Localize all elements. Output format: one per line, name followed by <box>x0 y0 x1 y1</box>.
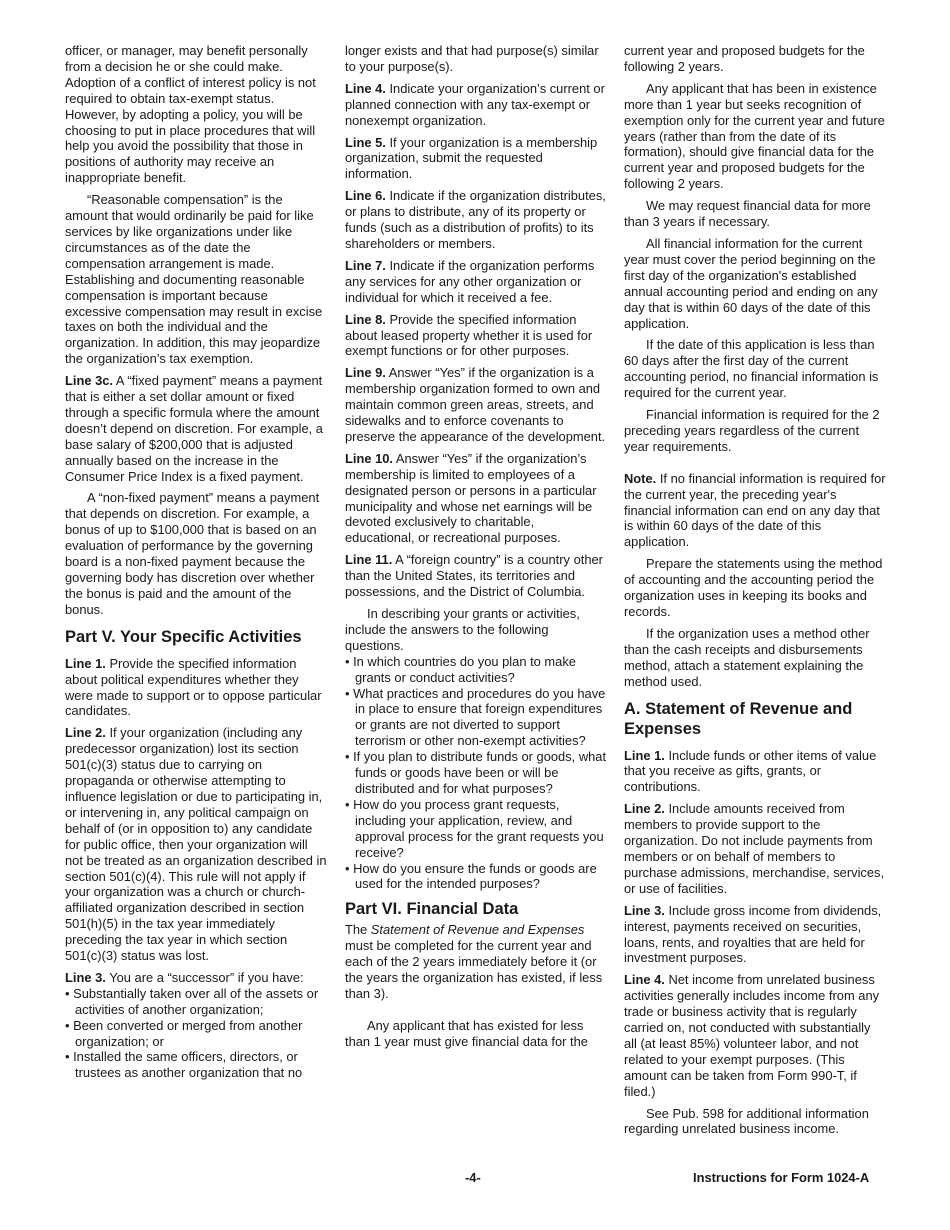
note-label: Note. <box>624 470 657 486</box>
line-label: Line 11. <box>345 552 393 568</box>
line-text: Indicate if the organization distributes, or plans to distribute, any of its property or funds (such as a distribution of profits) to its shareholders or members. <box>345 188 606 251</box>
form-title: Instructions for Form 1024-A <box>693 1170 870 1185</box>
bullet-item: • What practices and procedures do you have in place to ensure that foreign expenditures or grants are not diverted to support terrorism or other non-exempt activities? <box>345 685 606 749</box>
bullet-item: • Been converted or merged from another organization; or <box>65 1017 303 1049</box>
line-label: Line 8. <box>345 311 386 327</box>
paragraph: If the organization uses a method other than the cash receipts and disbursements method, attach a statement explaining the method used. <box>624 625 870 689</box>
paragraph: current year and proposed budgets for the following 2 years. <box>624 43 865 74</box>
paragraph: If the date of this application is less than 60 days after the first day of the current accounting period, no financial information is required for the current year. <box>624 337 879 401</box>
line-label: Line 6. <box>345 188 386 204</box>
line-2-paragraph <box>65 725 327 964</box>
paragraph: officer, or manager, may benefit personally from a decision he or she could make. Adoption of a conflict of interest policy is not required to obtain tax-exempt status. However, by adopting a policy, you will be choosing to put in place procedures that will help you avoid the possibility that those in positions of authority may receive an inappropriate benefit. <box>65 43 316 186</box>
bullet-item: • Substantially taken over all of the assets or activities of another organization; <box>65 985 319 1017</box>
line-text: You are a “successor” if you have: <box>109 969 304 985</box>
line-label: Line 1. <box>624 747 665 763</box>
line-2-paragraph <box>624 801 886 896</box>
note-text: If no financial information is required for the current year, the preceding year's financial information can end on any day that is within 60 days of the date of this application. <box>624 470 886 550</box>
line-3-paragraph <box>624 903 886 967</box>
line-11-paragraph <box>345 552 607 600</box>
line-text: Answer “Yes” if the organization’s membership is limited to employees of a designated person or persons in a particular municipality and whose net earnings will be devoted exclusively to charitable, educational, or recreational purposes. <box>345 450 597 546</box>
column-right <box>624 43 886 1143</box>
paragraph: longer exists and that had purpose(s) similar to your purpose(s). <box>345 43 599 74</box>
line-text: Answer “Yes” if the organization is a membership organization formed to own and maintain common green areas, streets, and sidewalks and to enforce covenants to preserve the appearance of the development. <box>345 365 606 444</box>
line-text: Indicate your organization’s current or planned connection with any tax-exempt or nonexempt organization. <box>345 80 605 128</box>
line-text: Include funds or other items of value that you receive as gifts, grants, or contributions. <box>624 747 877 795</box>
line-1-paragraph <box>624 748 886 796</box>
line-label: Line 2. <box>624 801 665 817</box>
paragraph: Any applicant that has existed for less than 1 year must give financial data for the <box>345 1017 588 1049</box>
line-label: Line 3. <box>624 902 665 918</box>
line-3c-paragraph <box>65 373 327 484</box>
line-8-paragraph <box>345 312 607 360</box>
emphasis-text: Statement of Revenue and Expenses <box>370 922 585 938</box>
bullet-item: • How do you process grant requests, including your application, review, and approval process for the grant requests you receive? <box>345 796 604 860</box>
line-4-paragraph <box>345 81 607 129</box>
note-paragraph <box>624 471 886 551</box>
paragraph: All financial information for the current year must cover the period beginning on the first day of the organization's established annual accounting period and ending on any day that is within 60 days of the date of this application. <box>624 235 878 331</box>
line-label: Line 3. <box>65 969 106 985</box>
paragraph: Prepare the statements using the method of accounting and the accounting period the organization uses in keeping its books and records. <box>624 556 883 619</box>
paragraph: We may request financial data for more than 3 years if necessary. <box>624 198 871 230</box>
section-heading-statement: A. Statement of Revenue and Expenses <box>624 699 853 738</box>
line-label: Line 1. <box>65 655 106 671</box>
line-text: Indicate if the organization performs any services for any other organization or individual for which it received a fee. <box>345 257 595 305</box>
paragraph: In describing your grants or activities, include the answers to the following questions. <box>345 606 580 653</box>
line-6-paragraph <box>345 188 607 252</box>
bullet-item: • How do you ensure the funds or goods are used for the intended purposes? <box>345 860 597 892</box>
section-heading-part-v: Part V. Your Specific Activities <box>65 627 302 646</box>
line-text: A “foreign country” is a country other than the United States, its territories and possessions, and the District of Columbia. <box>345 552 603 600</box>
bullet-item: • Installed the same officers, directors, or trustees as another organization that no <box>65 1049 303 1081</box>
line-text: Net income from unrelated business activities generally includes income from any trade or business activity that is regularly carried on, not conducted with substantially all (at least 85%) volunteer labor, and not related to your exempt purposes. (This amount can be taken from Form 990-T, if filed.) <box>624 972 880 1099</box>
text: must be completed for the current year and each of the 2 years immediately before it (or the years the organization has existed, if less than 3). <box>345 938 603 1001</box>
line-label: Line 2. <box>65 725 106 741</box>
bullet-item: • In which countries do you plan to make grants or conduct activities? <box>345 653 576 685</box>
line-3-paragraph <box>65 970 327 986</box>
line-1-paragraph <box>65 656 327 720</box>
column-middle <box>345 43 607 1056</box>
line-label: Line 3c. <box>65 373 114 389</box>
line-text: Provide the specified information about political expenditures whether they were made to support or to oppose particular candidates. <box>65 655 322 719</box>
paragraph: “Reasonable compensation” is the amount that would ordinarily be paid for like services by like organizations under like circumstances as of the date the compensation arrangement is made. Establishing and documenting reasonable compensation is important because excessive compensation may result in excise taxes on both the individual and the organization. In addition, this may jeopardize the organization’s tax exemption. <box>65 192 323 367</box>
paragraph: See Pub. 598 for additional information regarding unrelated business income. <box>624 1105 869 1137</box>
paragraph: A “non-fixed payment” means a payment that depends on discretion. For example, a bonus of up to $100,000 that is based on an evaluation of performance by the governing board is a non-fixed payment because the governing body has discretion over whether the bonus is paid and the amount of the bonus. <box>65 490 320 617</box>
column-left <box>65 43 327 1081</box>
line-7-paragraph <box>345 258 607 306</box>
line-label: Line 4. <box>624 972 665 988</box>
line-label: Line 5. <box>345 134 386 150</box>
text: The <box>345 922 371 938</box>
line-9-paragraph <box>345 365 607 445</box>
line-text: A “fixed payment” means a payment that is either a set dollar amount or fixed through a specific formula where the amount doesn’t depend on discretion. For example, a base salary of $200,000 that is adjusted annually based on the increase in the Consumer Price Index is a fixed payment. <box>65 373 323 484</box>
line-label: Line 7. <box>345 257 386 273</box>
line-10-paragraph <box>345 451 607 546</box>
line-4-paragraph <box>624 972 886 1099</box>
line-label: Line 10. <box>345 450 394 466</box>
page-number: -4- <box>465 1170 481 1185</box>
line-text: Include gross income from dividends, interest, payments received on securities, loans, rents, and royalties that are held for investment purposes. <box>624 902 882 966</box>
line-text: Include amounts received from members to provide support to the organization. Do not include payments from members or on behalf of members to purchase admissions, merchandise, services, or use of facilities. <box>624 801 885 896</box>
paragraph: Any applicant that has been in existence more than 1 year but seeks recognition of exemption only for the current year and future years (rather than from the date of its formation), should give financial data for the current year and proposed budgets for the following 2 years. <box>624 80 885 192</box>
bullet-item: • If you plan to distribute funds or goods, what funds or goods have been or will be distributed and for what purposes? <box>345 749 607 796</box>
line-5-paragraph <box>345 135 607 183</box>
paragraph: Financial information is required for the 2 preceding years regardless of the current year requirements. <box>624 407 880 454</box>
line-text: Provide the specified information about leased property whether it is used for exempt functions or for other purposes. <box>345 311 593 359</box>
line-label: Line 9. <box>345 365 386 381</box>
part-vi-paragraph <box>345 922 607 1002</box>
line-text: If your organization (including any predecessor organization) lost its section 501(c)(3) status due to carrying on propaganda or otherwise attempting to influence legislation or due to participating in, or intervening in, any political campaign on behalf of (or in opposition to) any candidate for public office, then your organization will not be treated as an organization described in section 501(c)(4). This rule will not apply if your organization was a church or church-affiliated organization described in section 501(h)(5) in the tax year immediately preceding the tax year in which section 501(c)(3) status was lost. <box>65 725 327 964</box>
section-heading-part-vi: Part VI. Financial Data <box>345 900 519 919</box>
line-label: Line 4. <box>345 80 386 96</box>
line-text: If your organization is a membership organization, submit the requested information. <box>345 134 598 182</box>
